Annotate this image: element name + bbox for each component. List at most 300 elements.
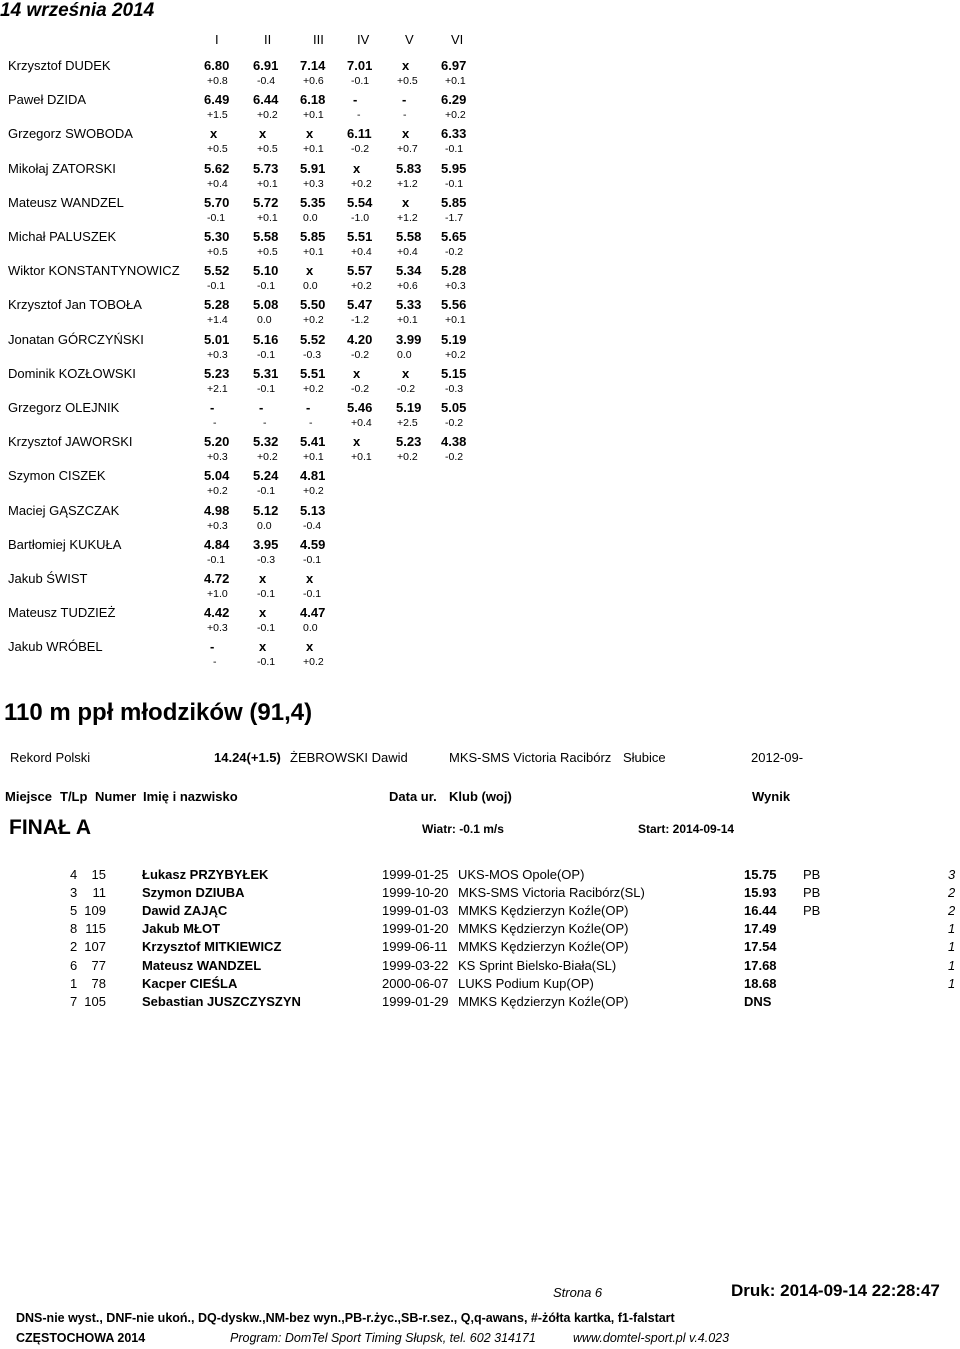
result-time: 17.49: [744, 921, 777, 937]
result-athlete-name: Mateusz WANDZEL: [142, 957, 262, 973]
table-row: [0, 939, 960, 957]
attempt-wind: +0.2: [303, 485, 324, 498]
result-class: 1: [948, 957, 956, 973]
athlete-name: Mateusz TUDZIEŻ: [8, 605, 116, 621]
attempt-wind: +0.1: [303, 143, 324, 156]
athlete-row: [0, 53, 960, 87]
record-label: Rekord Polski: [10, 750, 91, 765]
date-header: 14 września 2014: [0, 0, 155, 21]
attempt-result: 6.91: [253, 58, 279, 73]
attempt-result: 6.33: [441, 126, 467, 142]
result-athlete-name: Dawid ZAJĄC: [142, 903, 228, 919]
attempt-wind: -: [263, 417, 267, 429]
attempt-result: 4.59: [300, 536, 326, 552]
attempt-wind: +0.4: [351, 417, 372, 429]
attempt-wind: 0.0: [397, 348, 412, 361]
attempt-wind: -0.1: [257, 382, 276, 395]
result-dob: 1999-01-20: [382, 921, 449, 937]
athlete-name: Paweł DZIDA: [8, 92, 87, 108]
result-class: 1: [948, 921, 956, 937]
attempt-wind: +0.1: [445, 75, 466, 87]
attempt-result: 6.11: [347, 126, 372, 142]
final-wind: Wiatr: -0.1 m/s: [422, 822, 504, 836]
attempt-result: 5.52: [204, 263, 230, 279]
attempt-result: 5.91: [300, 160, 326, 176]
attempt-wind: +0.2: [445, 348, 466, 361]
attempt-wind: +0.2: [207, 485, 228, 498]
header-number: Numer: [95, 789, 137, 804]
table-row: [0, 903, 960, 921]
attempt-result: 6.97: [441, 58, 467, 73]
attempt-wind: 0.0: [303, 280, 318, 293]
result-lane: 109: [84, 903, 106, 919]
attempt-result: 4.84: [204, 536, 230, 552]
attempt-wind: +0.5: [257, 246, 278, 258]
attempt-wind: +0.2: [351, 280, 372, 293]
attempt-wind: -0.1: [257, 588, 276, 600]
result-lane: 105: [84, 993, 106, 1009]
table-row: [0, 958, 960, 976]
athlete-name: Jakub WRÓBEL: [8, 639, 103, 655]
attempt-wind: +0.2: [351, 177, 372, 190]
attempt-result: 5.20: [204, 434, 230, 450]
attempt-result: 4.47: [300, 605, 326, 621]
attempt-result: 3.95: [253, 536, 279, 552]
attempt-wind: +0.1: [257, 177, 278, 190]
attempt-result: 5.65: [441, 229, 467, 244]
attempt-result: x: [306, 571, 314, 586]
attempt-wind: +1.2: [397, 177, 418, 190]
attempt-wind: +0.3: [207, 451, 228, 464]
attempt-wind: -0.2: [445, 451, 464, 464]
attempt-wind: +2.5: [397, 417, 418, 429]
athlete-row: [0, 156, 960, 190]
athlete-name: Mikołaj ZATORSKI: [8, 160, 116, 176]
attempt-result: 4.81: [300, 468, 326, 484]
attempt-wind: +0.4: [207, 177, 228, 190]
attempt-result: 5.30: [204, 229, 230, 244]
result-place: 1: [70, 975, 78, 991]
table-row: [0, 867, 960, 885]
attempt-wind: +0.2: [303, 314, 324, 327]
attempt-result: 5.85: [441, 194, 467, 210]
attempt-result: 6.18: [300, 92, 326, 108]
attempt-result: -: [353, 92, 358, 108]
attempt-header: VI: [451, 32, 464, 47]
attempt-header: I: [215, 32, 219, 47]
footer-program: Program: DomTel Sport Timing Słupsk, tel. 602 314171: [230, 1331, 536, 1345]
footer-city: CZĘSTOCHOWA 2014: [16, 1331, 146, 1345]
athlete-name: Bartłomiej KUKUŁA: [8, 536, 122, 552]
attempt-result: x: [353, 365, 361, 381]
result-place: 5: [70, 903, 78, 919]
result-dob: 1999-01-25: [382, 867, 449, 882]
table-row: [0, 885, 960, 903]
attempt-header: IV: [357, 32, 370, 47]
result-club: LUKS Podium Kup(OP): [458, 975, 594, 991]
header-lane: T/Lp: [60, 789, 88, 804]
athlete-name: Krzysztof Jan TOBOŁA: [8, 297, 142, 313]
attempt-result: 5.73: [253, 160, 279, 176]
header-club: Klub (woj): [449, 789, 512, 804]
athlete-row: [0, 532, 960, 566]
attempt-result: 5.72: [253, 194, 279, 210]
result-lane: 115: [85, 921, 106, 937]
athlete-row: [0, 190, 960, 224]
record-holder: ŻEBROWSKI Dawid: [290, 750, 408, 765]
attempt-wind: -0.1: [207, 280, 226, 293]
attempt-wind: +0.3: [207, 348, 228, 361]
result-time: 17.68: [744, 957, 777, 973]
athlete-row: [0, 258, 960, 292]
event-title: 110 m ppł młodzików (91,4): [4, 699, 313, 726]
attempt-result: 5.28: [441, 263, 467, 279]
attempt-wind: -: [403, 109, 407, 122]
attempt-result: x: [402, 126, 410, 142]
print-timestamp: Druk: 2014-09-14 22:28:47: [731, 1281, 940, 1300]
athlete-name: Szymon CISZEK: [8, 468, 106, 484]
table-row: [0, 976, 960, 994]
athlete-row: [0, 429, 960, 463]
athlete-name: Grzegorz OLEJNIK: [8, 400, 120, 415]
attempt-wind: +0.3: [303, 177, 324, 190]
athlete-row: [0, 463, 960, 497]
attempt-result: 3.99: [396, 331, 422, 347]
attempt-result: 5.58: [396, 229, 422, 244]
athlete-name: Krzysztof JAWORSKI: [8, 434, 133, 450]
result-club: MMKS Kędzierzyn Koźle(OP): [458, 993, 629, 1009]
result-time: 15.93: [744, 885, 777, 901]
attempt-wind: +0.2: [303, 656, 324, 669]
athlete-name: Maciej GĄSZCZAK: [8, 502, 120, 518]
attempt-wind: +1.4: [207, 314, 228, 327]
attempt-wind: +0.5: [397, 75, 418, 87]
athlete-row: [0, 566, 960, 600]
attempt-result: 5.83: [396, 160, 422, 176]
attempt-wind: -0.4: [257, 75, 276, 87]
attempt-wind: +0.3: [207, 622, 228, 635]
attempt-result: x: [259, 126, 267, 142]
attempt-result: -: [210, 639, 215, 655]
attempt-result: 5.19: [396, 400, 422, 415]
attempt-wind: -0.1: [207, 211, 226, 224]
result-time: 16.44: [744, 903, 777, 919]
result-athlete-name: Łukasz PRZYBYŁEK: [142, 867, 269, 882]
attempt-result: 5.10: [253, 263, 279, 279]
attempt-wind: -0.1: [257, 656, 276, 669]
attempt-wind: -0.1: [303, 588, 322, 600]
attempt-wind: -0.1: [207, 553, 226, 566]
attempt-result: x: [210, 126, 218, 142]
attempt-result: 5.46: [347, 400, 373, 415]
athlete-row: [0, 224, 960, 258]
athlete-row: [0, 327, 960, 361]
result-place: 2: [70, 939, 78, 955]
attempt-wind: +0.4: [351, 246, 372, 258]
attempt-result: 4.98: [204, 502, 230, 518]
result-athlete-name: Jakub MŁOT: [142, 921, 221, 937]
attempt-wind: +0.2: [303, 382, 324, 395]
attempt-result: x: [306, 263, 314, 279]
athlete-row: [0, 600, 960, 634]
attempt-wind: 0.0: [257, 519, 272, 532]
athlete-name: Mateusz WANDZEL: [8, 194, 124, 210]
attempt-result: 5.05: [441, 400, 467, 415]
athlete-name: Jonatan GÓRCZYŃSKI: [8, 331, 144, 347]
athlete-row: [0, 87, 960, 121]
attempt-wind: +0.7: [397, 143, 418, 156]
final-start: Start: 2014-09-14: [638, 822, 735, 836]
attempt-result: x: [402, 58, 410, 73]
record-value: 14.24(+1.5): [214, 750, 281, 765]
attempt-result: x: [402, 194, 410, 210]
attempt-header: II: [264, 32, 272, 47]
attempt-result: 4.72: [204, 571, 230, 586]
result-class: 2: [948, 903, 956, 919]
result-lane: 78: [91, 975, 106, 991]
athlete-name: Grzegorz SWOBODA: [8, 126, 133, 142]
attempt-wind: +1.0: [207, 588, 228, 600]
header-result: Wynik: [752, 789, 791, 804]
table-row: [0, 994, 960, 1012]
attempt-wind: -0.1: [257, 622, 276, 635]
attempt-wind: 0.0: [303, 622, 318, 635]
result-time: 18.68: [744, 975, 777, 991]
attempt-wind: -1.7: [445, 211, 464, 224]
attempt-result: 7.01: [347, 58, 373, 73]
result-lane: 11: [92, 885, 106, 901]
attempt-wind: -0.2: [351, 143, 370, 156]
attempt-result: 5.70: [204, 194, 230, 210]
attempt-wind: +0.1: [257, 211, 278, 224]
attempt-result: 5.32: [253, 434, 279, 450]
attempt-wind: -0.1: [303, 553, 322, 566]
attempt-wind: +0.4: [397, 246, 418, 258]
athlete-name: Dominik KOZŁOWSKI: [8, 365, 136, 381]
attempt-result: x: [306, 126, 314, 142]
attempt-wind: -: [357, 109, 361, 122]
attempt-result: 5.35: [300, 194, 326, 210]
attempt-result: 5.33: [396, 297, 422, 313]
result-club: MMKS Kędzierzyn Koźle(OP): [458, 903, 629, 919]
result-athlete-name: Szymon DZIUBA: [142, 885, 245, 901]
attempt-result: 5.16: [253, 331, 279, 347]
athlete-row: [0, 292, 960, 326]
attempt-wind: +0.1: [303, 451, 324, 464]
attempt-wind: -: [213, 656, 217, 669]
result-place: 3: [70, 885, 78, 901]
attempt-result: 5.23: [396, 434, 422, 450]
attempt-wind: +0.1: [303, 109, 324, 122]
attempt-result: 5.52: [300, 331, 326, 347]
result-time: 17.54: [744, 939, 777, 955]
attempt-result: 5.41: [300, 434, 326, 450]
attempt-wind: -0.2: [445, 246, 464, 258]
attempt-result: 5.13: [300, 502, 326, 518]
attempt-result: 6.44: [253, 92, 279, 108]
result-dob: 1999-06-11: [382, 939, 448, 955]
result-club: KS Sprint Bielsko-Biała(SL): [458, 957, 617, 973]
attempt-result: 5.51: [300, 365, 326, 381]
athlete-row: [0, 395, 960, 429]
athlete-name: Wiktor KONSTANTYNOWICZ: [8, 263, 180, 279]
athlete-name: Krzysztof DUDEK: [8, 58, 111, 73]
result-club: UKS-MOS Opole(OP): [458, 867, 585, 882]
result-dob: 1999-10-20: [382, 885, 449, 901]
attempt-wind: -: [213, 417, 217, 429]
attempt-wind: +0.1: [351, 451, 372, 464]
result-dob: 1999-01-03: [382, 903, 449, 919]
attempt-wind: +1.2: [397, 211, 418, 224]
attempt-wind: +0.5: [207, 143, 228, 156]
record-club: MKS-SMS Victoria Racibórz: [449, 750, 612, 765]
attempt-wind: -0.2: [445, 417, 464, 429]
attempt-result: 6.80: [204, 58, 230, 73]
athlete-row: [0, 361, 960, 395]
attempt-wind: -1.2: [351, 314, 370, 327]
attempt-wind: +1.5: [207, 109, 228, 122]
attempt-result: 5.95: [441, 160, 467, 176]
result-class: 3: [948, 867, 956, 882]
record-place: Słubice: [623, 750, 666, 765]
attempt-result: 5.23: [204, 365, 230, 381]
attempt-result: x: [353, 434, 361, 450]
result-dob: 2000-06-07: [382, 975, 449, 991]
attempt-result: 6.29: [441, 92, 467, 108]
footer-website: www.domtel-sport.pl v.4.023: [573, 1331, 730, 1345]
result-time: DNS: [744, 993, 772, 1009]
result-club: MKS-SMS Victoria Racibórz(SL): [458, 885, 645, 901]
attempt-result: x: [259, 605, 267, 621]
header-dob: Data ur.: [389, 789, 437, 804]
attempt-wind: -0.1: [257, 280, 276, 293]
attempt-wind: -0.2: [351, 382, 370, 395]
attempt-wind: -0.2: [351, 348, 370, 361]
attempt-result: 5.47: [347, 297, 373, 313]
athlete-row: [0, 498, 960, 532]
page-number: Strona 6: [553, 1285, 603, 1300]
attempt-result: 5.28: [204, 297, 230, 313]
result-athlete-name: Kacper CIEŚLA: [142, 975, 238, 991]
result-place: 8: [70, 921, 78, 937]
attempt-wind: -0.1: [257, 485, 276, 498]
attempt-result: 5.12: [253, 502, 279, 518]
attempt-wind: -0.2: [397, 382, 416, 395]
result-lane: 107: [84, 939, 106, 955]
attempt-result: 5.08: [253, 297, 279, 313]
attempt-wind: -0.1: [445, 143, 464, 156]
attempt-result: 5.04: [204, 468, 230, 484]
result-dob: 1999-03-22: [382, 957, 449, 973]
attempt-result: 5.51: [347, 229, 373, 244]
result-place: 6: [70, 957, 78, 973]
attempt-result: x: [306, 639, 314, 655]
result-note: PB: [803, 867, 821, 882]
attempt-wind: +0.1: [397, 314, 418, 327]
attempt-wind: -0.1: [351, 75, 370, 87]
attempt-result: 5.34: [396, 263, 422, 279]
athlete-row: [0, 634, 960, 668]
result-dob: 1999-01-29: [382, 993, 449, 1009]
attempt-result: 4.38: [441, 434, 467, 450]
athlete-name: Michał PALUSZEK: [8, 229, 117, 244]
result-note: PB: [803, 903, 821, 919]
attempt-wind: +0.1: [445, 314, 466, 327]
result-class: 2: [948, 885, 956, 901]
attempt-result: 5.24: [253, 468, 279, 484]
result-place: 4: [70, 867, 78, 882]
attempt-wind: +2.1: [207, 382, 228, 395]
attempt-result: x: [402, 365, 410, 381]
result-place: 7: [70, 993, 78, 1009]
attempt-result: x: [259, 571, 267, 586]
attempt-wind: +0.5: [207, 246, 228, 258]
attempt-result: 5.85: [300, 229, 326, 244]
attempt-result: 5.15: [441, 365, 467, 381]
attempt-wind: +0.3: [445, 280, 466, 293]
attempt-wind: +0.5: [257, 143, 278, 156]
result-athlete-name: Krzysztof MITKIEWICZ: [142, 939, 282, 955]
header-place: Miejsce: [5, 789, 52, 804]
attempt-wind: 0.0: [303, 211, 318, 224]
result-club: MMKS Kędzierzyn Koźle(OP): [458, 939, 629, 955]
attempt-wind: +0.1: [303, 246, 324, 258]
attempt-wind: -0.3: [303, 348, 322, 361]
result-class: 1: [948, 975, 956, 991]
final-title: FINAŁ A: [9, 816, 92, 839]
attempt-result: 5.19: [441, 331, 467, 347]
attempt-wind: -0.4: [303, 519, 322, 532]
attempt-result: 5.50: [300, 297, 326, 313]
result-class: 1: [948, 939, 956, 955]
attempt-result: x: [259, 639, 267, 655]
attempt-result: 6.49: [204, 92, 230, 108]
attempt-wind: +0.2: [257, 109, 278, 122]
attempt-wind: -: [309, 417, 313, 429]
attempt-header: III: [313, 32, 324, 47]
attempt-result: 5.57: [347, 263, 373, 279]
attempt-wind: -0.3: [257, 553, 276, 566]
athlete-name: Jakub ŚWIST: [8, 571, 88, 586]
attempt-result: -: [402, 92, 407, 108]
result-time: 15.75: [744, 867, 777, 882]
result-lane: 15: [91, 867, 106, 882]
attempt-wind: -1.0: [351, 211, 370, 224]
attempt-wind: +0.3: [207, 519, 228, 532]
attempt-result: -: [210, 400, 215, 415]
attempt-result: 5.62: [204, 160, 230, 176]
attempt-result: 4.42: [204, 605, 230, 621]
attempt-header: V: [405, 32, 414, 47]
legend-text: DNS-nie wyst., DNF-nie ukoń., DQ-dyskw.,NM-bez wyn.,PB-r.życ.,SB-r.sez., Q,q-awans, #-żółta kartka, f1-falstart: [16, 1311, 675, 1325]
attempt-result: -: [259, 400, 264, 415]
attempt-wind: +0.2: [445, 109, 466, 122]
attempt-wind: +0.6: [397, 280, 418, 293]
result-club: MMKS Kędzierzyn Koźle(OP): [458, 921, 629, 937]
attempt-result: x: [353, 160, 361, 176]
result-athlete-name: Sebastian JUSZCZYSZYN: [142, 993, 301, 1009]
athlete-row: [0, 121, 960, 155]
attempt-wind: +0.2: [397, 451, 418, 464]
result-note: PB: [803, 885, 821, 901]
attempt-result: 4.20: [347, 331, 373, 347]
attempt-wind: +0.8: [207, 75, 228, 87]
attempt-result: 7.14: [300, 58, 326, 73]
attempt-result: 5.56: [441, 297, 467, 313]
attempt-wind: -0.1: [257, 348, 276, 361]
attempt-result: 5.01: [204, 331, 230, 347]
record-date: 2012-09-: [751, 750, 804, 765]
